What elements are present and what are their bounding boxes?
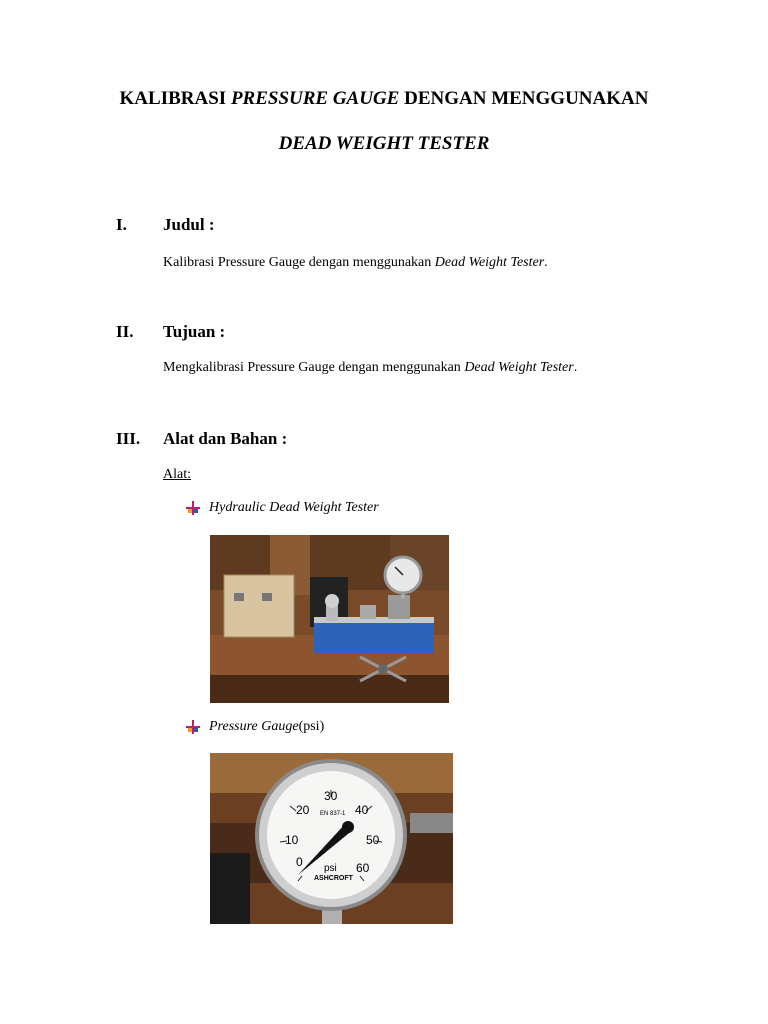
list-item: [186, 500, 379, 516]
photo-pressure-gauge: [210, 753, 453, 924]
item-name: Pressure Gauge: [209, 719, 299, 734]
section-text-judul: Kalibrasi Pressure Gauge dengan menggunakan Dead Weight Tester.: [163, 255, 548, 270]
gauge-tick-10: 10: [285, 833, 299, 847]
gauge-tick-20: 20: [296, 803, 310, 817]
bullet-icon: [186, 720, 200, 734]
gauge-tick-40: 40: [355, 803, 369, 817]
section-number-1: I.: [116, 215, 127, 234]
doc-title-line2: DEAD WEIGHT TESTER: [278, 133, 490, 154]
doc-title-line1: KALIBRASI PRESSURE GAUGE DENGAN MENGGUNAKAN: [119, 88, 649, 109]
gauge-tick-60: 60: [356, 861, 370, 875]
gauge-unit-label: psi: [324, 863, 337, 874]
bullet-icon: [186, 501, 200, 515]
gauge-brand-label: ASHCROFT: [314, 875, 353, 882]
section-text-tujuan: Mengkalibrasi Pressure Gauge dengan menggunakan Dead Weight Tester.: [163, 360, 578, 375]
alat-label: Alat:: [163, 467, 191, 482]
section-heading-tujuan: Tujuan :: [163, 322, 226, 341]
section-number-2: II.: [116, 322, 134, 341]
gauge-standard-label: EN 837-1: [320, 811, 346, 817]
section-heading-alat-bahan: Alat dan Bahan :: [163, 429, 288, 448]
gauge-tick-0: 0: [296, 855, 303, 869]
section-heading-judul: Judul :: [163, 215, 215, 234]
gauge-tick-30: 30: [324, 789, 338, 803]
section-number-3: III.: [116, 429, 141, 448]
photo-dead-weight-tester: [210, 535, 449, 703]
gauge-tick-50: 50: [366, 833, 380, 847]
item-name: Hydraulic Dead Weight Tester: [209, 500, 379, 515]
gauge-needle-icon: [210, 753, 453, 924]
list-item: Pressure Gauge (psi): [186, 719, 324, 735]
